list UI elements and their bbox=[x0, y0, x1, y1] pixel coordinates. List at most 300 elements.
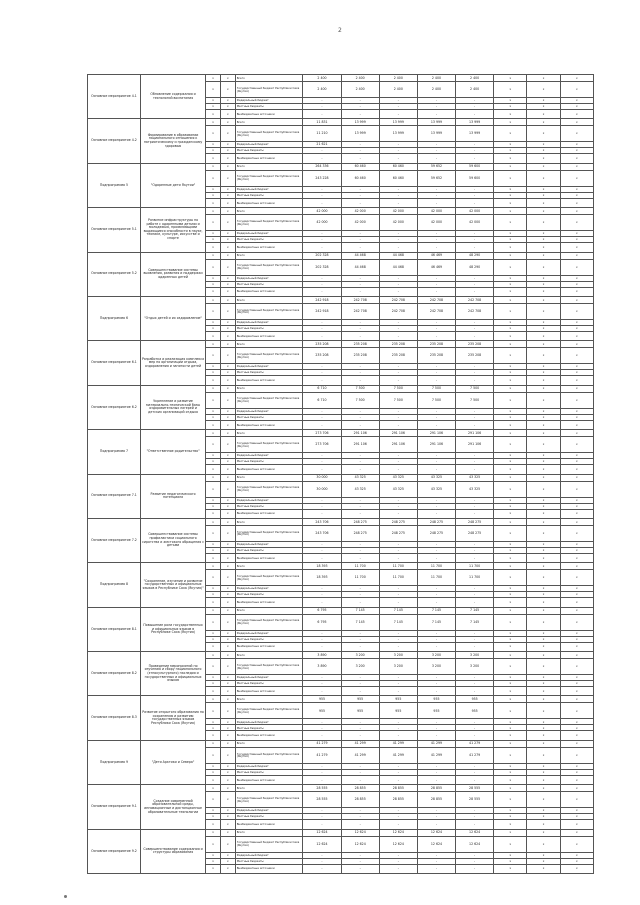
source-label-cell: Внебюджетные источники bbox=[235, 110, 303, 119]
value-cell: - bbox=[379, 142, 417, 148]
value-cell: - bbox=[379, 331, 417, 340]
value-cell: 235 208 bbox=[341, 341, 379, 348]
marker-cell: х bbox=[560, 408, 593, 414]
marker-cell: х bbox=[220, 376, 235, 385]
marker-cell: х bbox=[527, 231, 560, 237]
marker-cell: х bbox=[494, 814, 527, 820]
value-cell: - bbox=[341, 541, 379, 547]
marker-cell: х bbox=[560, 231, 593, 237]
value-cell: 43 325 bbox=[341, 481, 379, 497]
event-name-cell: Укрепление и развитие материально-технической базы оздоровительных лагерей и детских организаций отдыха bbox=[140, 385, 205, 429]
value-cell: - bbox=[341, 364, 379, 370]
marker-cell: х bbox=[220, 186, 235, 192]
scan-speck bbox=[64, 895, 67, 898]
value-cell: 2 400 bbox=[456, 75, 494, 82]
marker-cell: х bbox=[494, 325, 527, 331]
source-label-cell: Внебюджетные источники bbox=[235, 687, 303, 696]
value-cell: - bbox=[379, 814, 417, 820]
value-cell: - bbox=[303, 414, 341, 420]
value-cell: - bbox=[303, 509, 341, 518]
value-cell: - bbox=[341, 858, 379, 864]
value-cell: - bbox=[303, 459, 341, 465]
marker-cell: х bbox=[206, 725, 221, 731]
marker-cell: х bbox=[206, 525, 221, 541]
marker-cell: х bbox=[494, 364, 527, 370]
marker-cell: х bbox=[527, 675, 560, 681]
value-cell: - bbox=[456, 864, 494, 873]
marker-cell: х bbox=[206, 154, 221, 163]
value-cell: - bbox=[341, 287, 379, 296]
source-label-cell: Государственный бюджет Республики Саха (Якутия) bbox=[235, 481, 303, 497]
source-label-cell: Внебюджетные источники bbox=[235, 465, 303, 474]
value-cell: - bbox=[341, 852, 379, 858]
marker-cell: х bbox=[206, 231, 221, 237]
source-label-cell: Внебюджетные источники bbox=[235, 731, 303, 740]
value-cell: 6 795 bbox=[303, 607, 341, 614]
value-cell: 41 299 bbox=[379, 740, 417, 747]
value-cell: - bbox=[303, 852, 341, 858]
value-cell: - bbox=[456, 104, 494, 110]
marker-cell: х bbox=[206, 763, 221, 769]
marker-cell: х bbox=[220, 598, 235, 607]
value-cell: 42 000 bbox=[303, 215, 341, 231]
table-row bbox=[88, 740, 594, 747]
marker-cell: х bbox=[220, 148, 235, 154]
marker-cell: х bbox=[560, 98, 593, 104]
value-cell: - bbox=[417, 154, 455, 163]
value-cell: 202 328 bbox=[303, 252, 341, 259]
value-cell: 43 325 bbox=[456, 481, 494, 497]
marker-cell: х bbox=[527, 553, 560, 562]
marker-cell: х bbox=[494, 785, 527, 792]
marker-cell: х bbox=[206, 775, 221, 784]
source-label-cell: Всего bbox=[235, 563, 303, 570]
value-cell: 243 706 bbox=[303, 518, 341, 525]
marker-cell: х bbox=[220, 237, 235, 243]
marker-cell: х bbox=[560, 82, 593, 98]
marker-cell: х bbox=[494, 414, 527, 420]
value-cell: - bbox=[303, 192, 341, 198]
marker-cell: х bbox=[560, 503, 593, 509]
marker-cell: х bbox=[527, 198, 560, 207]
marker-cell: х bbox=[560, 459, 593, 465]
value-cell: 12 624 bbox=[379, 836, 417, 852]
event-cell: Основное мероприятие 4.1 bbox=[88, 75, 141, 119]
marker-cell: х bbox=[494, 553, 527, 562]
marker-cell: х bbox=[560, 642, 593, 651]
marker-cell: х bbox=[560, 376, 593, 385]
marker-cell: х bbox=[494, 186, 527, 192]
marker-cell: х bbox=[206, 598, 221, 607]
event-name-cell: Развитие педагогического потенциала bbox=[140, 474, 205, 518]
marker-cell: х bbox=[220, 420, 235, 429]
marker-cell: х bbox=[527, 376, 560, 385]
source-label-cell: Внебюджетные источники bbox=[235, 154, 303, 163]
marker-cell: х bbox=[494, 747, 527, 763]
source-label-cell: Всего bbox=[235, 430, 303, 437]
marker-cell: х bbox=[560, 252, 593, 259]
value-cell: - bbox=[303, 719, 341, 725]
value-cell: - bbox=[379, 408, 417, 414]
value-cell: - bbox=[417, 808, 455, 814]
value-cell: 43 325 bbox=[379, 474, 417, 481]
marker-cell: х bbox=[560, 392, 593, 408]
value-cell: 13 999 bbox=[456, 119, 494, 126]
marker-cell: х bbox=[220, 82, 235, 98]
marker-cell: х bbox=[206, 836, 221, 852]
event-cell: Основное мероприятие 7.2 bbox=[88, 518, 141, 562]
value-cell: - bbox=[341, 509, 379, 518]
marker-cell: х bbox=[527, 237, 560, 243]
value-cell: - bbox=[456, 459, 494, 465]
marker-cell: х bbox=[494, 142, 527, 148]
value-cell: - bbox=[379, 858, 417, 864]
marker-cell: х bbox=[206, 586, 221, 592]
value-cell: 248 275 bbox=[341, 518, 379, 525]
value-cell: 3 200 bbox=[417, 652, 455, 659]
value-cell: - bbox=[379, 319, 417, 325]
value-cell: 11 700 bbox=[417, 563, 455, 570]
value-cell: - bbox=[341, 808, 379, 814]
marker-cell: х bbox=[494, 630, 527, 636]
marker-cell: х bbox=[560, 331, 593, 340]
value-cell: - bbox=[417, 586, 455, 592]
value-cell: - bbox=[303, 237, 341, 243]
marker-cell: х bbox=[220, 740, 235, 747]
marker-cell: х bbox=[494, 408, 527, 414]
marker-cell: х bbox=[560, 731, 593, 740]
marker-cell: х bbox=[206, 237, 221, 243]
value-cell: 7 145 bbox=[417, 614, 455, 630]
source-label-cell: Государственный бюджет Республики Саха (Якутия) bbox=[235, 525, 303, 541]
value-cell: 28 555 bbox=[303, 792, 341, 808]
event-name-cell: Развитие открытого образования по сохранению и развитию государственных языков Республики Саха (Якутия) bbox=[140, 696, 205, 740]
marker-cell: х bbox=[220, 503, 235, 509]
value-cell: - bbox=[456, 497, 494, 503]
marker-cell: х bbox=[206, 659, 221, 675]
marker-cell: х bbox=[527, 719, 560, 725]
value-cell: - bbox=[341, 465, 379, 474]
marker-cell: х bbox=[494, 430, 527, 437]
marker-cell: х bbox=[206, 636, 221, 642]
value-cell: - bbox=[379, 376, 417, 385]
marker-cell: х bbox=[527, 481, 560, 497]
marker-cell: х bbox=[560, 497, 593, 503]
value-cell: - bbox=[456, 420, 494, 429]
marker-cell: х bbox=[527, 303, 560, 319]
source-label-cell: Федеральный бюджет bbox=[235, 675, 303, 681]
marker-cell: х bbox=[206, 703, 221, 719]
marker-cell: х bbox=[220, 785, 235, 792]
value-cell: - bbox=[417, 636, 455, 642]
value-cell: - bbox=[303, 675, 341, 681]
event-cell: Подпрограмма 7 bbox=[88, 430, 141, 474]
value-cell: 291 106 bbox=[379, 437, 417, 453]
value-cell: - bbox=[341, 281, 379, 287]
marker-cell: х bbox=[560, 437, 593, 453]
value-cell: - bbox=[303, 231, 341, 237]
value-cell: 3 200 bbox=[417, 659, 455, 675]
marker-cell: х bbox=[527, 547, 560, 553]
marker-cell: х bbox=[220, 243, 235, 252]
source-label-cell: Местные бюджеты bbox=[235, 192, 303, 198]
value-cell: 3 200 bbox=[379, 659, 417, 675]
marker-cell: х bbox=[560, 281, 593, 287]
event-name-cell: "Сохранение, изучение и развитие государственных и официальных языков в Республике Саха (Якутия)" bbox=[140, 563, 205, 607]
value-cell: - bbox=[456, 814, 494, 820]
value-cell: - bbox=[341, 453, 379, 459]
value-cell: - bbox=[341, 154, 379, 163]
marker-cell: х bbox=[527, 518, 560, 525]
source-label-cell: Государственный бюджет Республики Саха (Якутия) bbox=[235, 836, 303, 852]
value-cell: - bbox=[379, 420, 417, 429]
value-cell: - bbox=[417, 775, 455, 784]
marker-cell: х bbox=[494, 518, 527, 525]
marker-cell: х bbox=[527, 725, 560, 731]
marker-cell: х bbox=[494, 392, 527, 408]
marker-cell: х bbox=[560, 769, 593, 775]
marker-cell: х bbox=[527, 259, 560, 275]
marker-cell: х bbox=[220, 541, 235, 547]
value-cell: 955 bbox=[456, 696, 494, 703]
value-cell: 264 336 bbox=[303, 163, 341, 170]
marker-cell: х bbox=[560, 518, 593, 525]
value-cell: 28 855 bbox=[417, 792, 455, 808]
marker-cell: х bbox=[527, 385, 560, 392]
source-label-cell: Федеральный бюджет bbox=[235, 142, 303, 148]
value-cell: 41 279 bbox=[303, 740, 341, 747]
source-label-cell: Федеральный бюджет bbox=[235, 364, 303, 370]
marker-cell: х bbox=[527, 785, 560, 792]
marker-cell: х bbox=[206, 376, 221, 385]
value-cell: 12 624 bbox=[456, 836, 494, 852]
marker-cell: х bbox=[206, 509, 221, 518]
marker-cell: х bbox=[220, 547, 235, 553]
marker-cell: х bbox=[220, 675, 235, 681]
marker-cell: х bbox=[206, 104, 221, 110]
marker-cell: х bbox=[527, 503, 560, 509]
value-cell: 6 710 bbox=[303, 392, 341, 408]
value-cell: 242 708 bbox=[417, 296, 455, 303]
marker-cell: х bbox=[206, 341, 221, 348]
marker-cell: х bbox=[560, 614, 593, 630]
value-cell: - bbox=[456, 453, 494, 459]
marker-cell: х bbox=[220, 119, 235, 126]
value-cell: 28 855 bbox=[341, 785, 379, 792]
event-cell: Основное мероприятие 6.1 bbox=[88, 341, 141, 385]
marker-cell: х bbox=[527, 681, 560, 687]
marker-cell: х bbox=[206, 192, 221, 198]
marker-cell: х bbox=[560, 186, 593, 192]
marker-cell: х bbox=[206, 858, 221, 864]
value-cell: - bbox=[303, 325, 341, 331]
marker-cell: х bbox=[494, 287, 527, 296]
marker-cell: х bbox=[206, 592, 221, 598]
value-cell: - bbox=[417, 142, 455, 148]
value-cell: 28 855 bbox=[379, 792, 417, 808]
value-cell: 242 918 bbox=[303, 296, 341, 303]
value-cell: 41 299 bbox=[341, 747, 379, 763]
marker-cell: х bbox=[206, 370, 221, 376]
marker-cell: х bbox=[494, 570, 527, 586]
marker-cell: х bbox=[527, 864, 560, 873]
value-cell: 291 106 bbox=[417, 430, 455, 437]
value-cell: 41 299 bbox=[417, 747, 455, 763]
source-label-cell: Местные бюджеты bbox=[235, 459, 303, 465]
value-cell: - bbox=[456, 275, 494, 281]
value-cell: 7 500 bbox=[379, 385, 417, 392]
event-name-cell: Совершенствование системы выявления, развития и поддержки одаренных детей bbox=[140, 252, 205, 296]
value-cell: - bbox=[379, 237, 417, 243]
value-cell: 3 890 bbox=[303, 652, 341, 659]
marker-cell: х bbox=[560, 104, 593, 110]
value-cell: - bbox=[341, 769, 379, 775]
marker-cell: х bbox=[494, 163, 527, 170]
marker-cell: х bbox=[494, 829, 527, 836]
marker-cell: х bbox=[560, 607, 593, 614]
value-cell: - bbox=[456, 503, 494, 509]
value-cell: 242 708 bbox=[341, 303, 379, 319]
value-cell: - bbox=[456, 364, 494, 370]
value-cell: - bbox=[456, 820, 494, 829]
value-cell: 243 706 bbox=[303, 525, 341, 541]
source-label-cell: Внебюджетные источники bbox=[235, 642, 303, 651]
value-cell: - bbox=[303, 408, 341, 414]
marker-cell: х bbox=[560, 341, 593, 348]
marker-cell: х bbox=[494, 563, 527, 570]
value-cell: 13 999 bbox=[341, 126, 379, 142]
marker-cell: х bbox=[494, 592, 527, 598]
value-cell: - bbox=[303, 376, 341, 385]
value-cell: - bbox=[341, 503, 379, 509]
value-cell: 291 106 bbox=[341, 430, 379, 437]
marker-cell: х bbox=[560, 75, 593, 82]
marker-cell: х bbox=[527, 110, 560, 119]
marker-cell: х bbox=[527, 287, 560, 296]
value-cell: 291 106 bbox=[456, 437, 494, 453]
marker-cell: х bbox=[206, 437, 221, 453]
value-cell: - bbox=[303, 808, 341, 814]
marker-cell: х bbox=[220, 208, 235, 215]
value-cell: - bbox=[456, 592, 494, 598]
marker-cell: х bbox=[527, 252, 560, 259]
marker-cell: х bbox=[206, 119, 221, 126]
marker-cell: х bbox=[220, 154, 235, 163]
marker-cell: х bbox=[560, 763, 593, 769]
value-cell: 7 145 bbox=[379, 614, 417, 630]
event-name-cell: Совершенствование содержания и структуры образования bbox=[140, 829, 205, 873]
value-cell: - bbox=[379, 154, 417, 163]
marker-cell: х bbox=[220, 586, 235, 592]
value-cell: 955 bbox=[379, 696, 417, 703]
marker-cell: х bbox=[494, 348, 527, 364]
marker-cell: х bbox=[527, 592, 560, 598]
marker-cell: х bbox=[220, 518, 235, 525]
source-label-cell: Внебюджетные источники bbox=[235, 775, 303, 784]
value-cell: - bbox=[456, 725, 494, 731]
value-cell: 43 325 bbox=[417, 474, 455, 481]
marker-cell: х bbox=[560, 385, 593, 392]
value-cell: - bbox=[341, 553, 379, 562]
marker-cell: х bbox=[220, 325, 235, 331]
value-cell: - bbox=[379, 808, 417, 814]
marker-cell: х bbox=[494, 696, 527, 703]
marker-cell: х bbox=[527, 104, 560, 110]
value-cell: - bbox=[379, 364, 417, 370]
value-cell: - bbox=[303, 287, 341, 296]
value-cell: 44 468 bbox=[379, 252, 417, 259]
source-label-cell: Внебюджетные источники bbox=[235, 420, 303, 429]
value-cell: - bbox=[379, 192, 417, 198]
value-cell: 18 393 bbox=[303, 563, 341, 570]
value-cell: 11 210 bbox=[303, 126, 341, 142]
marker-cell: х bbox=[560, 740, 593, 747]
value-cell: - bbox=[303, 864, 341, 873]
value-cell: - bbox=[379, 281, 417, 287]
marker-cell: х bbox=[220, 215, 235, 231]
source-label-cell: Федеральный бюджет bbox=[235, 719, 303, 725]
value-cell: - bbox=[456, 287, 494, 296]
marker-cell: х bbox=[494, 731, 527, 740]
marker-cell: х bbox=[206, 186, 221, 192]
value-cell: - bbox=[379, 370, 417, 376]
value-cell: 955 bbox=[303, 703, 341, 719]
marker-cell: х bbox=[206, 252, 221, 259]
marker-cell: х bbox=[527, 296, 560, 303]
marker-cell: х bbox=[220, 331, 235, 340]
table-row bbox=[88, 652, 594, 659]
table-row bbox=[88, 785, 594, 792]
table-row bbox=[88, 829, 594, 836]
marker-cell: х bbox=[527, 420, 560, 429]
value-cell: 7 145 bbox=[456, 614, 494, 630]
value-cell: - bbox=[379, 459, 417, 465]
value-cell: - bbox=[303, 420, 341, 429]
value-cell: - bbox=[341, 497, 379, 503]
value-cell: 42 000 bbox=[456, 215, 494, 231]
marker-cell: х bbox=[220, 231, 235, 237]
value-cell: - bbox=[379, 414, 417, 420]
value-cell: 43 325 bbox=[417, 481, 455, 497]
marker-cell: х bbox=[560, 775, 593, 784]
source-label-cell: Государственный бюджет Республики Саха (Якутия) bbox=[235, 747, 303, 763]
value-cell: 59 600 bbox=[456, 163, 494, 170]
marker-cell: х bbox=[206, 503, 221, 509]
value-cell: 7 500 bbox=[456, 385, 494, 392]
source-label-cell: Местные бюджеты bbox=[235, 414, 303, 420]
marker-cell: х bbox=[527, 792, 560, 808]
marker-cell: х bbox=[527, 703, 560, 719]
value-cell: - bbox=[303, 586, 341, 592]
value-cell: - bbox=[341, 98, 379, 104]
value-cell: - bbox=[417, 420, 455, 429]
value-cell: 7 145 bbox=[341, 614, 379, 630]
marker-cell: х bbox=[527, 163, 560, 170]
value-cell: - bbox=[303, 553, 341, 562]
marker-cell: х bbox=[206, 681, 221, 687]
value-cell: - bbox=[417, 325, 455, 331]
marker-cell: х bbox=[494, 852, 527, 858]
value-cell: 43 325 bbox=[379, 481, 417, 497]
value-cell: - bbox=[341, 642, 379, 651]
value-cell: 60 460 bbox=[379, 163, 417, 170]
value-cell: 12 624 bbox=[303, 836, 341, 852]
marker-cell: х bbox=[220, 525, 235, 541]
value-cell: 7 145 bbox=[417, 607, 455, 614]
value-cell: 60 460 bbox=[341, 170, 379, 186]
marker-cell: х bbox=[206, 420, 221, 429]
marker-cell: х bbox=[527, 642, 560, 651]
